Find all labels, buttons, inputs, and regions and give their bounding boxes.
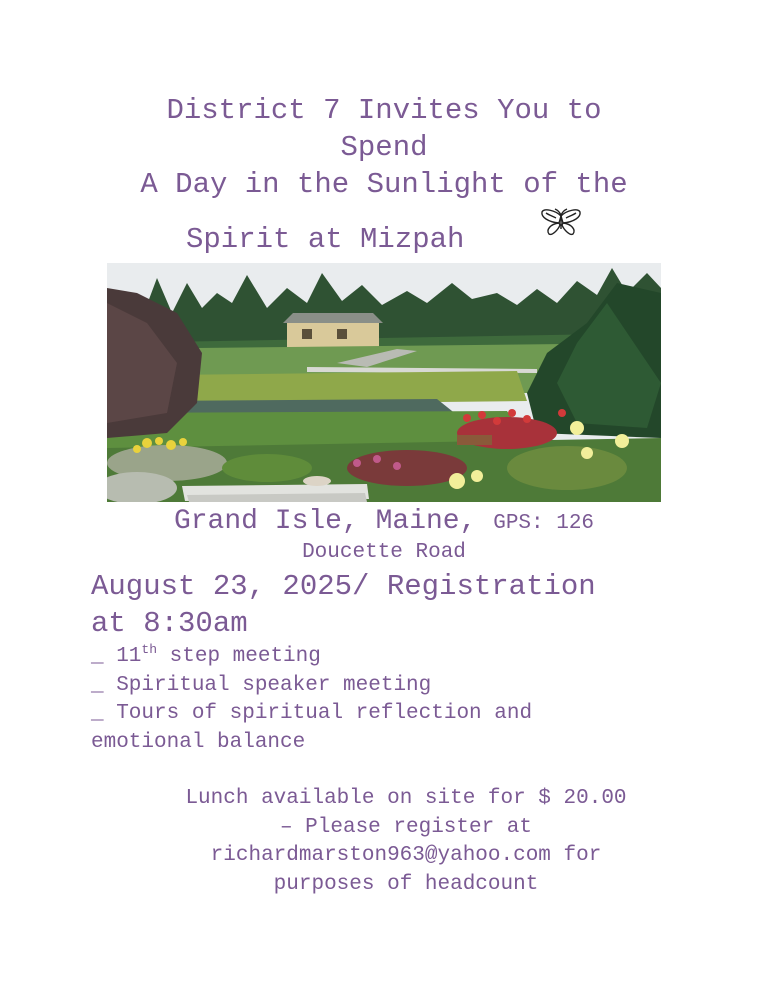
title-line-2: Spend (340, 131, 428, 164)
gps-label: GPS: 126 (493, 512, 595, 535)
title-line-1: District 7 Invites You to (166, 94, 602, 127)
agenda-item-1-suffix: step meeting (157, 645, 321, 668)
agenda-item-3-line-1: _ Tours of spiritual reflection and (91, 702, 533, 725)
lunch-line-2: – Please register at (279, 815, 533, 839)
location-line (0, 504, 768, 542)
title-line-4: Spirit at Mizpah (186, 223, 465, 256)
agenda-item-3-line-2: emotional balance (91, 730, 306, 754)
place-name: Grand Isle, Maine, (173, 506, 477, 537)
agenda-item-1-prefix: _ 11 (91, 645, 142, 668)
garden-photo (107, 263, 661, 502)
title-line-3: A Day in the Sunlight of the (140, 168, 628, 201)
lunch-line-4: purposes of headcount (273, 872, 539, 896)
agenda-item-1-sup: th (141, 642, 158, 657)
lunch-info (106, 785, 706, 899)
date-line-1: August 23, 2025/ Registration (91, 570, 596, 603)
event-date (91, 568, 711, 642)
butterfly-icon (540, 208, 582, 238)
lunch-email-line: richardmarston963@yahoo.com for (210, 844, 602, 867)
agenda-list (91, 643, 711, 757)
agenda-item-1 (91, 643, 711, 672)
agenda-item-2: _ Spiritual speaker meeting (91, 673, 432, 697)
date-line-2: at 8:30am (91, 607, 248, 640)
road-name: Doucette Road (302, 541, 466, 564)
lunch-line-1: Lunch available on site for $ 20.00 (185, 787, 627, 810)
